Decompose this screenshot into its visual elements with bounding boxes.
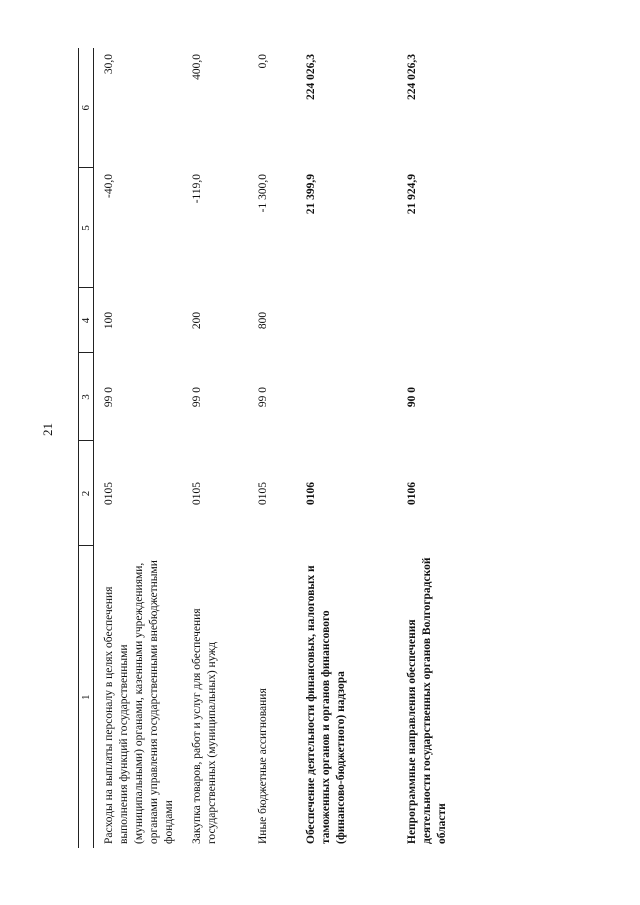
row-section-code: 0105 (191, 482, 204, 505)
row-change-amount: -1 300,0 (257, 174, 270, 213)
row-change-amount: 21 924,9 (406, 174, 419, 215)
row-section-code: 0106 (305, 482, 318, 505)
row-target-code: 99 0 (103, 386, 116, 408)
row-expense-type: 100 (103, 311, 116, 330)
row-section-code: 0105 (103, 482, 116, 505)
row-name: Расходы на выплаты персоналу в целях обеспечения выполнения функций государственными (муниципальными) органами, казенными учреждениями, органами управления государственными внебюджетными фондами (103, 560, 176, 844)
budget-table-frame (78, 48, 538, 848)
row-target-code: 90 0 (406, 386, 419, 408)
header-col-1: 1 (79, 546, 94, 848)
row-name: Обеспечение деятельности финансовых, налоговых и таможенных органов и органов финансового (финансово-бюджетного) надзора (305, 565, 348, 844)
table-header-row (79, 48, 94, 848)
row-section-code: 0105 (257, 482, 270, 505)
table-row (248, 48, 296, 848)
header-col-4: 4 (79, 288, 94, 353)
header-col-3: 3 (79, 353, 94, 441)
row-expense-type (296, 288, 397, 353)
row-total-amount: 400,0 (191, 54, 204, 80)
row-target-code (296, 353, 397, 441)
budget-table (78, 48, 485, 848)
row-change-amount: -119,0 (191, 174, 204, 204)
row-name: Иные бюджетные ассигнования (257, 688, 270, 844)
table-row (182, 48, 248, 848)
row-expense-type: 800 (257, 311, 270, 330)
row-expense-type: 200 (191, 311, 204, 330)
row-name: Закупка товаров, работ и услуг для обеспечения государственных (муниципальных) нужд (191, 608, 219, 844)
page-number: 21 (40, 423, 55, 436)
row-total-amount: 224 026,3 (305, 54, 318, 100)
row-target-code: 99 0 (257, 386, 270, 408)
row-change-amount: 21 399,9 (305, 174, 318, 215)
row-name: Непрограммные направления обеспечения деятельности государственных органов Волгоградской области (406, 557, 449, 844)
row-total-amount: 0,0 (257, 54, 270, 69)
table-row (296, 48, 397, 848)
header-col-6: 6 (79, 48, 94, 168)
header-col-5: 5 (79, 168, 94, 288)
table-row (397, 48, 485, 848)
row-target-code: 99 0 (191, 386, 204, 408)
header-col-2: 2 (79, 441, 94, 546)
row-section-code: 0106 (406, 482, 419, 505)
table-row (94, 48, 183, 848)
row-change-amount: -40,0 (103, 174, 116, 198)
row-total-amount: 30,0 (103, 54, 116, 75)
row-expense-type (397, 288, 485, 353)
row-total-amount: 224 026,3 (406, 54, 419, 100)
